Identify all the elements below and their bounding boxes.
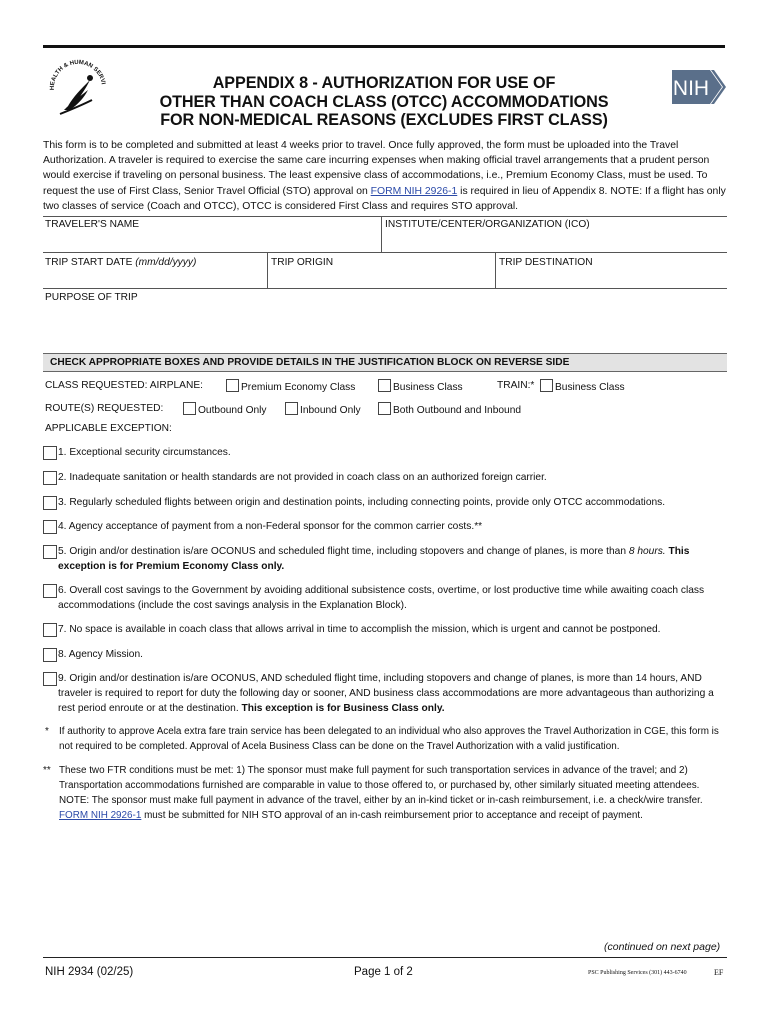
ico-field[interactable]	[384, 232, 726, 250]
exception-1-text: 1. Exceptional security circumstances.	[58, 447, 231, 458]
exception-8-text: 8. Agency Mission.	[58, 649, 143, 660]
footnote-double-star-text	[59, 763, 727, 823]
grid-divider	[381, 216, 382, 252]
exception-5-hours: 8 hours.	[628, 546, 666, 557]
business-class-option[interactable]	[378, 379, 463, 393]
exception-2-checkbox[interactable]	[43, 471, 57, 485]
train-label: TRAIN:*	[497, 380, 535, 391]
trip-start-date-label	[45, 257, 196, 268]
exception-5-text	[58, 544, 733, 574]
footnote-star-text: If authority to approve Acela extra fare train service has been delegated to an individual who also approves the Travel Authorization in CGE, this form is not required to be completed. Approval of Acela Business Class can be done on the Travel Authorization with a valid justification.	[59, 726, 719, 752]
outbound-only-label: Outbound Only	[198, 405, 267, 416]
exception-8[interactable]	[43, 647, 733, 663]
purpose-of-trip-label: PURPOSE OF TRIP	[45, 292, 138, 303]
band-text: CHECK APPROPRIATE BOXES AND PROVIDE DETAILS IN THE JUSTIFICATION BLOCK ON REVERSE SIDE	[50, 357, 570, 368]
footnote-double-star-text-b: must be submitted for NIH STO approval of an in-cash reimbursement prior to acceptance and receipt of payment.	[141, 810, 643, 821]
trip-origin-label: TRIP ORIGIN	[271, 257, 334, 268]
exception-5-note: This exception is for Premium Economy Class only.	[58, 546, 690, 572]
continued-note: (continued on next page)	[604, 941, 721, 953]
form-title	[118, 74, 650, 130]
ef-mark: EF	[714, 968, 724, 977]
nih-logo	[670, 68, 726, 106]
footnote-star-mark: *	[45, 726, 49, 737]
exception-6[interactable]	[43, 583, 733, 613]
footer-rule	[43, 957, 727, 958]
top-rule	[43, 45, 725, 48]
both-ways-checkbox[interactable]	[378, 402, 391, 415]
travelers-name-field[interactable]	[43, 232, 379, 250]
train-business-option[interactable]	[540, 379, 625, 393]
exception-7-text: 7. No space is available in coach class that allows arrival in time to accomplish the mission, which is urgent and cannot be postponed.	[58, 624, 661, 635]
title-line-3: FOR NON-MEDICAL REASONS (EXCLUDES FIRST CLASS)	[160, 111, 608, 129]
exception-4-checkbox[interactable]	[43, 520, 57, 534]
title-line-2: OTHER THAN COACH CLASS (OTCC) ACCOMMODATIONS	[159, 92, 609, 111]
inbound-only-checkbox[interactable]	[285, 402, 298, 415]
title-line-1: APPENDIX 8 - AUTHORIZATION FOR USE OF	[212, 74, 556, 92]
exception-1[interactable]	[43, 445, 733, 461]
routes-requested-label: ROUTE(S) REQUESTED:	[45, 403, 164, 414]
exception-2[interactable]	[43, 470, 733, 486]
travelers-name-label: TRAVELER'S NAME	[45, 219, 140, 230]
instructions-band	[43, 353, 727, 372]
trip-origin-field[interactable]	[269, 270, 493, 287]
trip-start-date-text: TRIP START DATE	[45, 257, 133, 268]
inbound-only-option[interactable]	[285, 402, 361, 416]
exception-9-note: This exception is for Business Class only.	[241, 703, 445, 714]
intro-text-2: is required in lieu of Appendix 8. NOTE: If a flight has only two classes of service (Coach and OTCC), OTCC is considered First Class and requires STO approval.	[43, 185, 726, 212]
exception-5[interactable]	[43, 544, 733, 574]
seal-text: HEALTH & HUMAN SERVI	[49, 59, 106, 91]
form-id: NIH 2934 (02/25)	[45, 966, 134, 978]
exception-3-text: 3. Regularly scheduled flights between origin and destination points, including connecting points, provide only OTCC accommodations.	[58, 497, 666, 508]
exception-4[interactable]	[43, 519, 733, 535]
grid-line	[43, 216, 727, 217]
nih-logo-text: NIH	[672, 77, 710, 100]
exception-3[interactable]	[43, 495, 733, 511]
exception-5-checkbox[interactable]	[43, 545, 57, 559]
hhs-seal-logo	[46, 56, 110, 120]
outbound-only-checkbox[interactable]	[183, 402, 196, 415]
svg-text:HEALTH & HUMAN SERVICES-USA	[46, 56, 106, 90]
premium-economy-checkbox[interactable]	[226, 379, 239, 392]
grid-line	[43, 288, 727, 289]
business-class-label: Business Class	[393, 382, 463, 393]
publisher-credit: PSC Publishing Services (301) 443-6740	[588, 970, 687, 976]
train-business-checkbox[interactable]	[540, 379, 553, 392]
train-business-label: Business Class	[555, 382, 625, 393]
form-nih-2926-1-link[interactable]: FORM NIH 2926-1	[370, 185, 458, 197]
exception-3-checkbox[interactable]	[43, 496, 57, 510]
exception-6-text: 6. Overall cost savings to the Government by avoiding additional subsistence costs, overtime, or lost productive time while awaiting coach class accommodations (include the cost savings analysis in the Explanation Block).	[58, 585, 705, 611]
trip-destination-label: TRIP DESTINATION	[499, 257, 593, 268]
applicable-exception-label: APPLICABLE EXCEPTION:	[45, 423, 172, 434]
exception-8-checkbox[interactable]	[43, 648, 57, 662]
exception-6-checkbox[interactable]	[43, 584, 57, 598]
class-requested-label: CLASS REQUESTED: AIRPLANE:	[45, 380, 203, 391]
grid-divider	[267, 252, 268, 288]
footnote-double-star-text-a: These two FTR conditions must be met: 1) The sponsor must make full payment for such transportation services in advance of the travel; and 2) Transportation accommodations furnished are comparable in value to those offered to, or purchased by, other similarly situated meeting attendees. NOTE: The sponsor must make full payment in advance of the travel, either by an in-kind ticket or in-cash reimbursement, i.e. a check/wire transfer.	[59, 765, 703, 806]
exception-9-text	[58, 671, 733, 716]
purpose-of-trip-field[interactable]	[43, 306, 727, 350]
both-ways-label: Both Outbound and Inbound	[393, 405, 522, 416]
premium-economy-option[interactable]	[226, 379, 355, 393]
grid-divider	[495, 252, 496, 288]
exception-1-checkbox[interactable]	[43, 446, 57, 460]
exception-9[interactable]	[43, 671, 733, 716]
both-ways-option[interactable]	[378, 402, 521, 416]
trip-destination-field[interactable]	[497, 270, 726, 287]
exception-9-text-a: 9. Origin and/or destination is/are OCONUS, AND scheduled flight time, including stopovers and change of planes, is more than 14 hours, AND traveler is required to report for duty the following day or sooner, AND business class accommodations are more advantageous than authorizing a rest period enroute or at the destination.	[58, 673, 714, 714]
exception-9-checkbox[interactable]	[43, 672, 57, 686]
intro-text-1: This form is to be completed and submitted at least 4 weeks prior to travel. Once fully approved, the form must be uploaded into the Travel Authorization. A traveler is required to exercise the same care incurring expenses when making official travel arrangements that a prudent person would exercise if traveling on personal business. The least expensive class of accommodations, i.e., Premium Economy Class, must be used. To request the use of First Class, Senior Travel Official (STO) approval on	[43, 140, 710, 197]
exception-7-checkbox[interactable]	[43, 623, 57, 637]
footnote-form-nih-2926-1-link[interactable]: FORM NIH 2926-1	[59, 810, 142, 821]
exception-4-text: 4. Agency acceptance of payment from a non-Federal sponsor for the common carrier costs.**	[58, 521, 483, 532]
outbound-only-option[interactable]	[183, 402, 267, 416]
exception-2-text: 2. Inadequate sanitation or health standards are not provided in coach class on an authorized foreign carrier.	[58, 472, 547, 483]
exception-7[interactable]	[43, 622, 733, 638]
trip-start-date-field[interactable]	[43, 270, 265, 287]
inbound-only-label: Inbound Only	[300, 405, 361, 416]
footnote-double-star-mark: **	[43, 765, 51, 776]
ico-label: INSTITUTE/CENTER/ORGANIZATION (ICO)	[385, 219, 590, 230]
page-number: Page 1 of 2	[354, 966, 413, 978]
business-class-checkbox[interactable]	[378, 379, 391, 392]
exception-5-text-a: 5. Origin and/or destination is/are OCONUS and scheduled flight time, including stopovers and change of planes, is more than	[58, 546, 629, 557]
intro-paragraph	[43, 138, 727, 214]
grid-line	[43, 252, 727, 253]
date-format-hint: (mm/dd/yyyy)	[135, 257, 197, 268]
premium-economy-label: Premium Economy Class	[241, 382, 356, 393]
